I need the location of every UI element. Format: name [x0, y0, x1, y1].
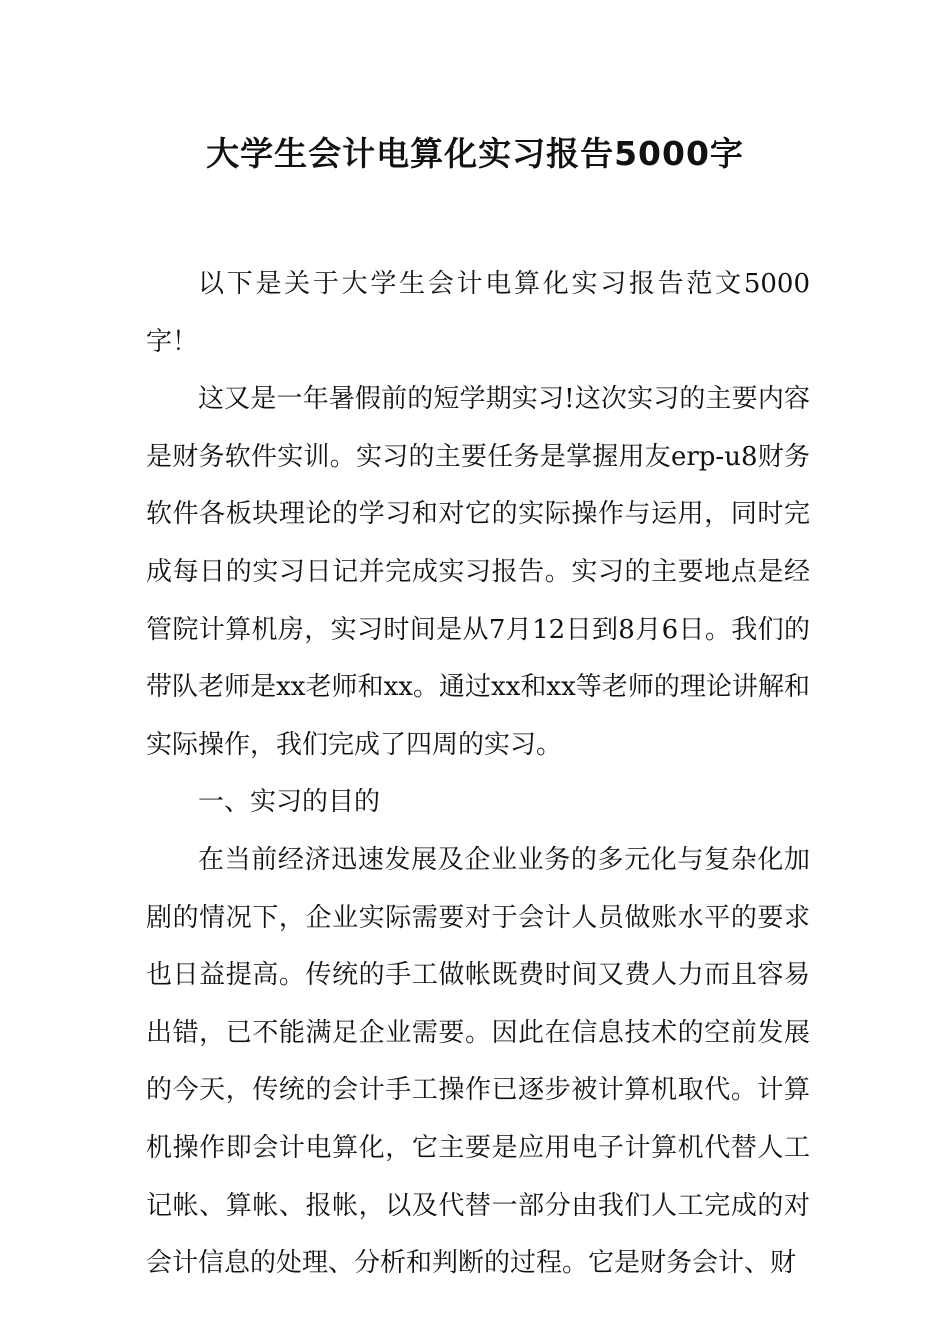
intro-paragraph: 以下是关于大学生会计电算化实习报告范文5000字！	[146, 269, 810, 357]
document-title: 大学生会计电算化实习报告5000字	[206, 134, 744, 173]
overview-paragraph: 这又是一年暑假前的短学期实习!这次实习的主要内容是财务软件实训。实习的主要任务是掌握用友erp-u8财务软件各板块理论的学习和对它的实际操作与运用，同时完成每日的实习日记并完成实习报告。实习的主要地点是经管院计算机房，实习时间是从7月12日到8月6日。我们的带队老师是xx老师和xx。通过xx和xx等老师的理论讲解和实际操作，我们完成了四周的实习。	[146, 384, 810, 760]
document-body	[146, 256, 810, 1293]
section-heading-purpose: 一、实习的目的	[198, 787, 381, 818]
purpose-paragraph: 在当前经济迅速发展及企业业务的多元化与复杂化加剧的情况下，企业实际需要对于会计人员做账水平的要求也日益提高。传统的手工做帐既费时间又费人力而且容易出错，已不能满足企业需要。因此在信息技术的空前发展的今天，传统的会计手工操作已逐步被计算机取代。计算机操作即会计电算化，它主要是应用电子计算机代替人工记帐、算帐、报帐，以及代替一部分由我们人工完成的对会计信息的处理、分析和判断的过程。它是财务会计、财	[146, 844, 810, 1279]
